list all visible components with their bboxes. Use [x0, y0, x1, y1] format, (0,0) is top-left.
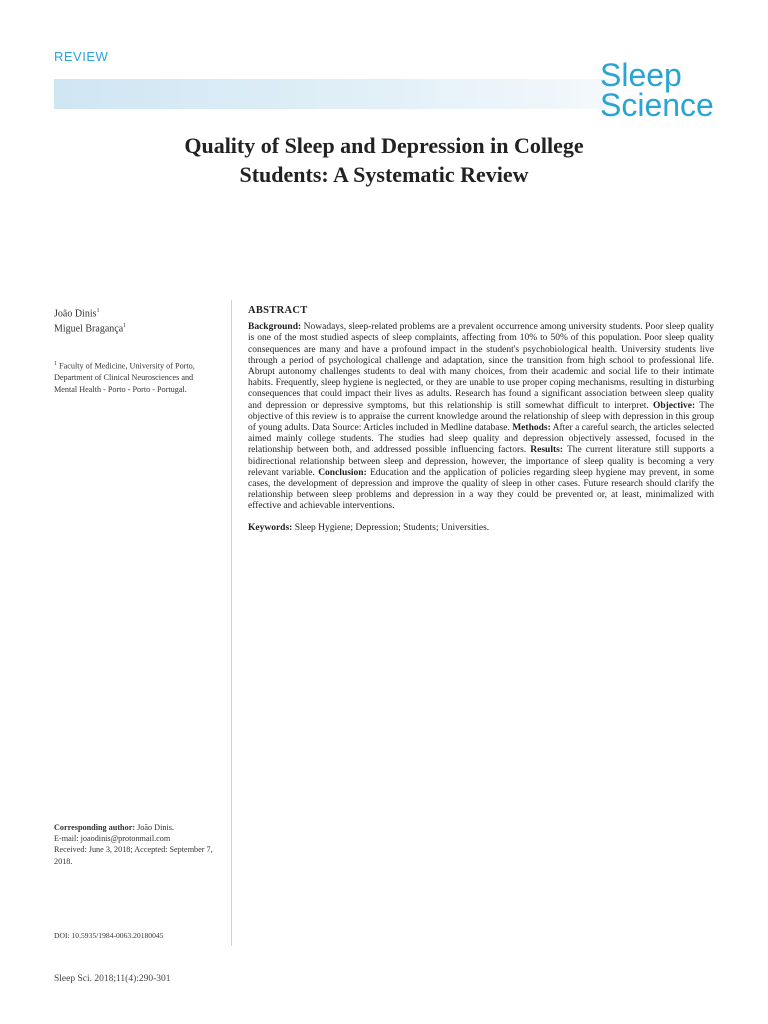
author-sup: 1: [96, 308, 100, 314]
journal-logo-line2: Science: [600, 87, 714, 123]
results-label: Results:: [530, 445, 564, 456]
keywords-label: Keywords:: [248, 522, 293, 533]
abstract-heading: ABSTRACT: [248, 305, 308, 316]
footer-citation: Sleep Sci. 2018;11(4):290-301: [54, 974, 171, 984]
conclusion-text: Education and the application of policies regarding sleep hygiene may prevent, in some cases, the development of depression and improve the quality of sleep in other cases. Future research should clarify the relationship between sleep problems and depression in a way they could be prevented or, at least, minimalized with effective and achievable interventions.: [248, 467, 714, 512]
author: [54, 320, 214, 335]
affiliation-sup: 1: [54, 360, 57, 367]
corresponding-email[interactable]: E-mail: joaodinis@protonmail.com: [54, 834, 171, 844]
objective-text: The objective of this review is to appraise the current knowledge around the relationship of sleep with depression in this group of young adults. Data Source: Articles included in Medline database.: [248, 400, 714, 434]
keywords: [248, 523, 714, 534]
methods-label: Methods:: [512, 423, 551, 434]
author: [54, 305, 214, 320]
doi[interactable]: DOI: 10.5935/1984-0063.20180045: [54, 931, 164, 940]
results-text: The current literature still supports a bidirectional relationship between sleep and depression, however, the importance of sleep quality is becoming a very relevant variable.: [248, 445, 714, 478]
background-text: Nowadays, sleep-related problems are a prevalent occurrence among university students. Poor sleep quality is one of the most studied aspects of sleep complaints, affecting from 10% to 50% of this population. Poor sleep quality consequences are many and have a profound impact in the student's psychobiological health. University students live through a period of psychological challenge and adaptation, since the transition from high school to professional life. Abrupt autonomy challenges students to deal with many choices, from their academic and social life to their intimate habits. Frequently, sleep hygiene is neglected, or they are unable to use proper coping mechanisms, resulting in disturbing consequences that could impact their lives as adults. Research has found a significant association between sleep quality and depression or depressive symptoms, but this relationship is still somewhat difficult to interpret.: [248, 322, 715, 411]
author-list: [54, 305, 214, 336]
title-line1: Quality of Sleep and Depression in College: [184, 133, 584, 158]
conclusion-label: Conclusion:: [318, 467, 367, 478]
title-line2: Students: A Systematic Review: [239, 162, 529, 187]
affiliation-text: Faculty of Medicine, University of Porto, Department of Clinical Neurosciences and Mental Health - Porto - Porto - Portugal.: [54, 361, 195, 395]
abstract: [248, 305, 714, 534]
article-title: [54, 131, 714, 189]
header-band: [54, 79, 614, 109]
section-label: REVIEW: [54, 49, 109, 64]
received-dates: Received: June 3, 2018; Accepted: September 7, 2018.: [54, 845, 213, 866]
corresponding-author: [54, 822, 224, 833]
corresponding-name: João Dinis.: [137, 823, 174, 832]
journal-logo-line1: Sleep: [600, 57, 682, 93]
author-column: [54, 305, 214, 396]
corresponding-label: Corresponding author:: [54, 823, 136, 832]
keywords-text: Sleep Hygiene; Depression; Students; Universities.: [294, 522, 490, 533]
objective-label: Objective:: [652, 400, 696, 411]
background-label: Background:: [248, 322, 302, 333]
methods-text: After a careful search, the articles selected aimed mainly college students. The studies had sleep quality and depression objectively assessed, focused in the relationship between both, and addressed possible influencing factors.: [248, 423, 715, 456]
author-sup: 1: [123, 323, 127, 330]
column-divider: [231, 300, 232, 946]
abstract-body: [248, 322, 714, 512]
author-name: João Dinis: [54, 308, 97, 320]
author-name: Miguel Bragança: [54, 323, 124, 335]
correspondence-block: [54, 822, 224, 867]
journal-logo: [600, 57, 714, 123]
affiliation: [54, 358, 214, 397]
